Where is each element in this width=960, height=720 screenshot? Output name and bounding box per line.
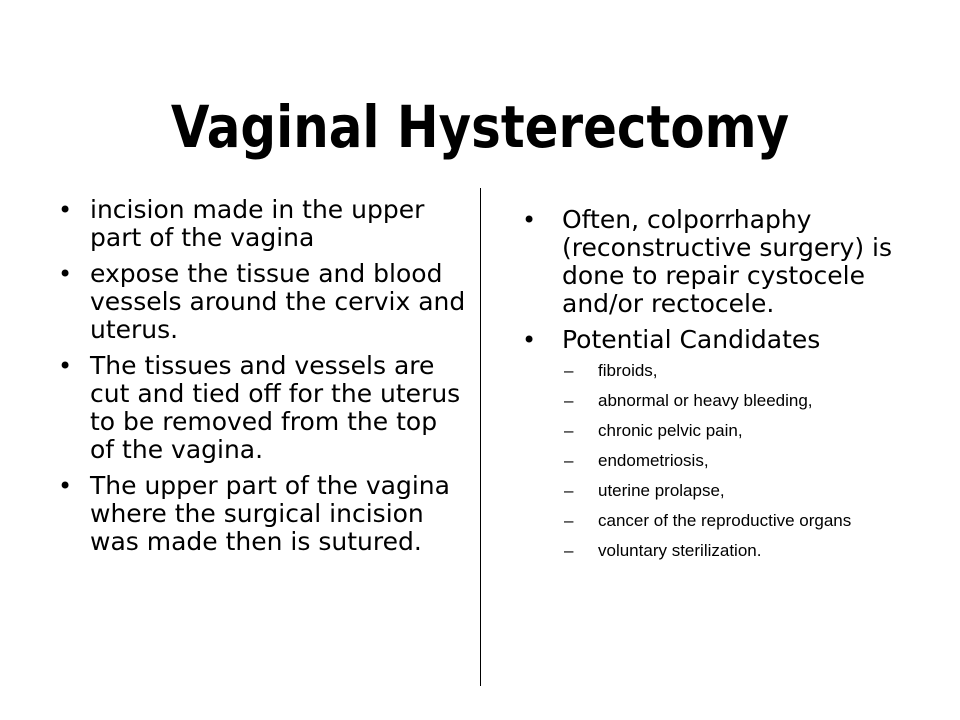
candidate-text: abnormal or heavy bleeding, xyxy=(598,391,813,410)
candidates-heading: Potential Candidates xyxy=(562,325,821,354)
dash-marker: – xyxy=(564,511,574,530)
left-bullet-text: expose the tissue and blood vessels around the cervix and uterus. xyxy=(90,259,466,344)
dash-marker: – xyxy=(564,481,574,500)
right-bullet-text: Often, colporrhaphy (reconstructive surgery) is done to repair cystocele and/or rectocele. xyxy=(562,205,893,318)
left-bullet-text: The tissues and vessels are cut and tied off for the uterus to be removed from the top of the vagina. xyxy=(90,351,461,464)
dash-marker: – xyxy=(564,391,574,410)
candidate-text: chronic pelvic pain, xyxy=(598,421,743,440)
candidate-item xyxy=(520,482,920,500)
left-bullet-text: incision made in the upper part of the vagina xyxy=(90,195,425,252)
bullet-marker: • xyxy=(58,260,73,288)
left-bullet-item xyxy=(56,260,466,344)
candidate-text: endometriosis, xyxy=(598,451,709,470)
bullet-marker: • xyxy=(58,352,73,380)
left-column xyxy=(56,196,466,564)
dash-marker: – xyxy=(564,451,574,470)
right-bullet-list xyxy=(520,206,920,354)
candidate-item xyxy=(520,452,920,470)
candidate-text: fibroids, xyxy=(598,361,658,380)
bullet-marker: • xyxy=(58,196,73,224)
right-bullet-item xyxy=(520,206,920,318)
right-column xyxy=(520,206,920,572)
candidate-item xyxy=(520,362,920,380)
column-divider xyxy=(480,188,481,686)
bullet-marker: • xyxy=(522,326,537,354)
dash-marker: – xyxy=(564,421,574,440)
slide-title: Vaginal Hysterectomy xyxy=(170,93,790,161)
left-bullet-item xyxy=(56,352,466,464)
candidate-text: voluntary sterilization. xyxy=(598,541,762,560)
bullet-marker: • xyxy=(58,472,73,500)
candidate-text: uterine prolapse, xyxy=(598,481,725,500)
right-bullet-item xyxy=(520,326,920,354)
bullet-marker: • xyxy=(522,206,537,234)
left-bullet-item xyxy=(56,196,466,252)
candidate-text: cancer of the reproductive organs xyxy=(598,511,852,530)
dash-marker: – xyxy=(564,361,574,380)
candidate-item xyxy=(520,542,920,560)
candidate-item xyxy=(520,392,920,410)
left-bullet-text: The upper part of the vagina where the surgical incision was made then is sutured. xyxy=(90,471,450,556)
left-bullet-list xyxy=(56,196,466,556)
candidate-item xyxy=(520,422,920,440)
dash-marker: – xyxy=(564,541,574,560)
candidates-list xyxy=(520,362,920,560)
left-bullet-item xyxy=(56,472,466,556)
candidate-item xyxy=(520,512,920,530)
